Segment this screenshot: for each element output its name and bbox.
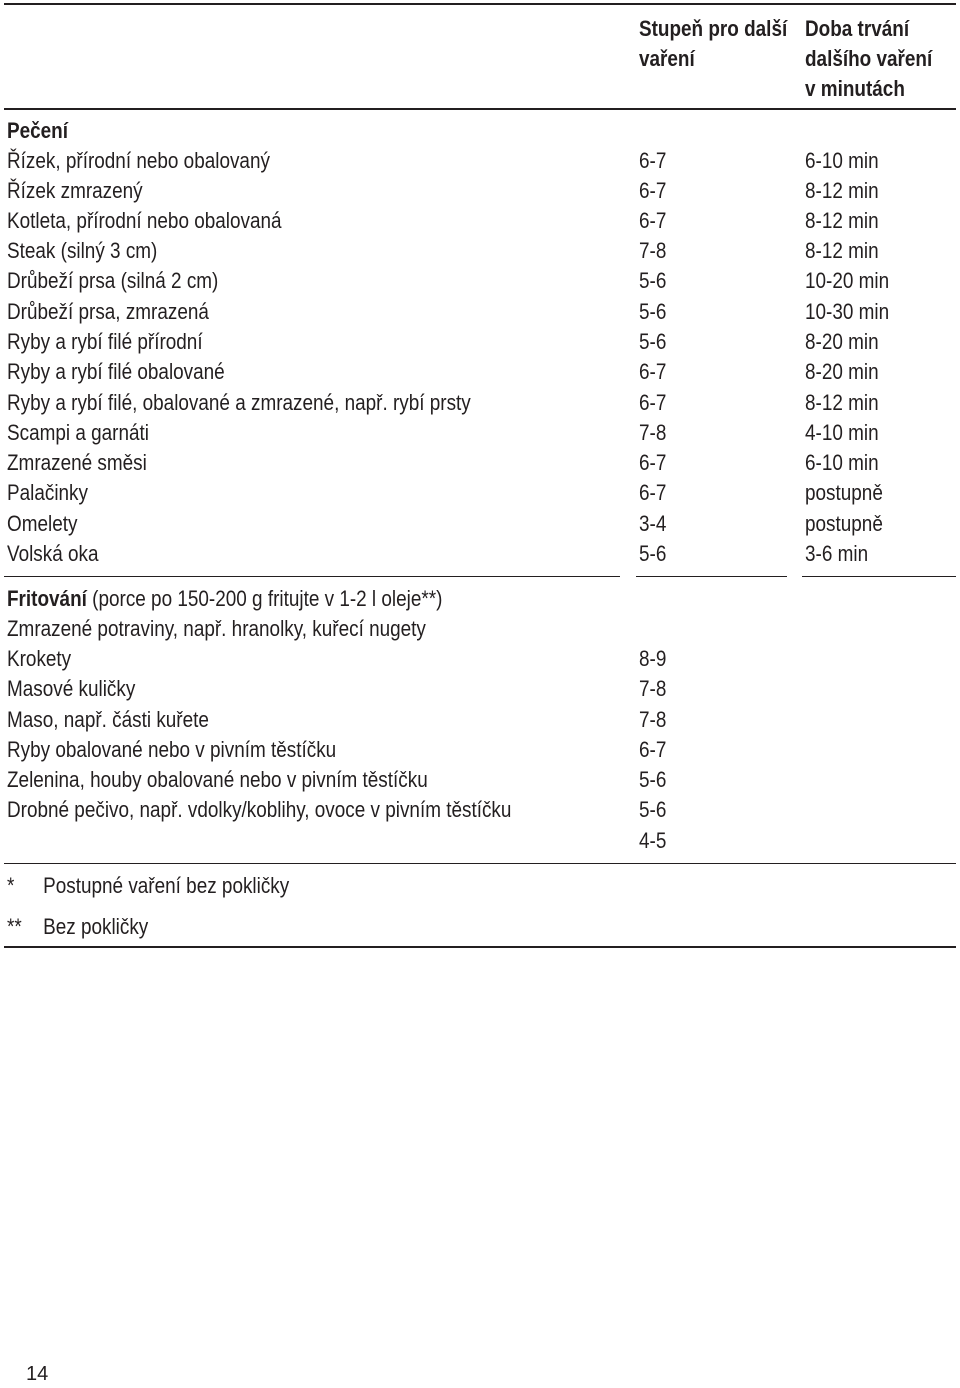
level: 8-9 (639, 646, 667, 671)
header-rule (4, 108, 956, 110)
roasting-title-row (0, 116, 960, 146)
time: 8-12 min (805, 390, 879, 415)
section-rule (802, 576, 956, 577)
table-row (0, 735, 960, 765)
roasting-title: Pečení (7, 118, 69, 143)
top-rule (4, 3, 956, 5)
item: Maso, např. části kuřete (7, 707, 209, 732)
item: Řízek, přírodní nebo obalovaný (7, 148, 270, 173)
table-row (0, 357, 960, 387)
table-row (0, 795, 960, 825)
table-row (0, 176, 960, 206)
level: 6-7 (639, 148, 667, 173)
footnote-text: Bez pokličky (43, 914, 149, 939)
level: 5-6 (639, 797, 667, 822)
page-number: 14 (26, 1363, 49, 1385)
footnote-rule (4, 863, 956, 864)
frying-subtitle: (porce po 150-200 g fritujte v 1-2 l oleje**) (92, 586, 443, 611)
item: Ryby a rybí filé přírodní (7, 329, 203, 354)
level: 6-7 (639, 480, 667, 505)
level: 6-7 (639, 178, 667, 203)
time: 3-6 min (805, 541, 869, 566)
time: 6-10 min (805, 450, 879, 475)
table-row (0, 478, 960, 508)
time: 8-20 min (805, 329, 879, 354)
item: Ryby obalované nebo v pivním těstíčku (7, 737, 337, 762)
table-row (0, 509, 960, 539)
level: 7-8 (639, 707, 667, 732)
item: Zmrazené směsi (7, 450, 147, 475)
level: 4-5 (639, 828, 667, 853)
item: Ryby a rybí filé obalované (7, 359, 225, 384)
table-row (0, 206, 960, 236)
footnote-mark: * (7, 873, 15, 898)
table-row (0, 705, 960, 735)
level: 7-8 (639, 676, 667, 701)
footnote (7, 912, 148, 942)
level: 6-7 (639, 450, 667, 475)
footnote (7, 871, 289, 901)
frying-title: Fritování (7, 586, 87, 611)
table-row (0, 266, 960, 296)
table-row (0, 418, 960, 448)
item: Drobné pečivo, např. vdolky/koblihy, ovoce v pivním těstíčku (7, 797, 512, 822)
time: 4-10 min (805, 420, 879, 445)
table-row (0, 297, 960, 327)
table-row (0, 765, 960, 795)
level: 6-7 (639, 208, 667, 233)
item: Kotleta, přírodní nebo obalovaná (7, 208, 282, 233)
item: Palačinky (7, 480, 88, 505)
time: 8-12 min (805, 178, 879, 203)
time: 8-20 min (805, 359, 879, 384)
time: 8-12 min (805, 238, 879, 263)
time: postupně (805, 480, 883, 505)
table-row (0, 826, 960, 856)
item: Zmrazené potraviny, např. hranolky, kuřecí nugety (7, 616, 426, 641)
footnote-mark: ** (7, 914, 22, 939)
level: 3-4 (639, 511, 667, 536)
time: 10-20 min (805, 268, 890, 293)
time: 6-10 min (805, 148, 879, 173)
item: Krokety (7, 646, 72, 671)
item: Zelenina, houby obalované nebo v pivním těstíčku (7, 767, 428, 792)
table-row (0, 614, 960, 644)
level: 5-6 (639, 329, 667, 354)
section-rule (4, 576, 620, 577)
table-row (0, 236, 960, 266)
table-row (0, 327, 960, 357)
item: Omelety (7, 511, 78, 536)
header-level: Stupeň pro další vaření (639, 16, 788, 71)
table-row (0, 146, 960, 176)
section-rule (636, 576, 787, 577)
level: 7-8 (639, 420, 667, 445)
level: 6-7 (639, 359, 667, 384)
table-row (0, 388, 960, 418)
table-row (0, 448, 960, 478)
footnote-text: Postupné vaření bez pokličky (43, 873, 290, 898)
item: Řízek zmrazený (7, 178, 143, 203)
item: Scampi a garnáti (7, 420, 149, 445)
frying-heading (7, 584, 442, 614)
level: 7-8 (639, 238, 667, 263)
item: Drůbeží prsa (silná 2 cm) (7, 268, 219, 293)
item: Masové kuličky (7, 676, 136, 701)
time: postupně (805, 511, 883, 536)
time: 8-12 min (805, 208, 879, 233)
frying-title-row (0, 584, 960, 614)
header-duration: Doba trvání dalšího vaření v minutách (805, 16, 933, 101)
level: 5-6 (639, 541, 667, 566)
table-row (0, 539, 960, 569)
item: Ryby a rybí filé, obalované a zmrazené, např. rybí prsty (7, 390, 471, 415)
time: 10-30 min (805, 299, 890, 324)
bottom-rule (4, 946, 956, 948)
level: 6-7 (639, 737, 667, 762)
item: Volská oka (7, 541, 99, 566)
level: 5-6 (639, 299, 667, 324)
level: 6-7 (639, 390, 667, 415)
table-row (0, 644, 960, 674)
table-row (0, 674, 960, 704)
level: 5-6 (639, 268, 667, 293)
item: Drůbeží prsa, zmrazená (7, 299, 209, 324)
level: 5-6 (639, 767, 667, 792)
item: Steak (silný 3 cm) (7, 238, 158, 263)
